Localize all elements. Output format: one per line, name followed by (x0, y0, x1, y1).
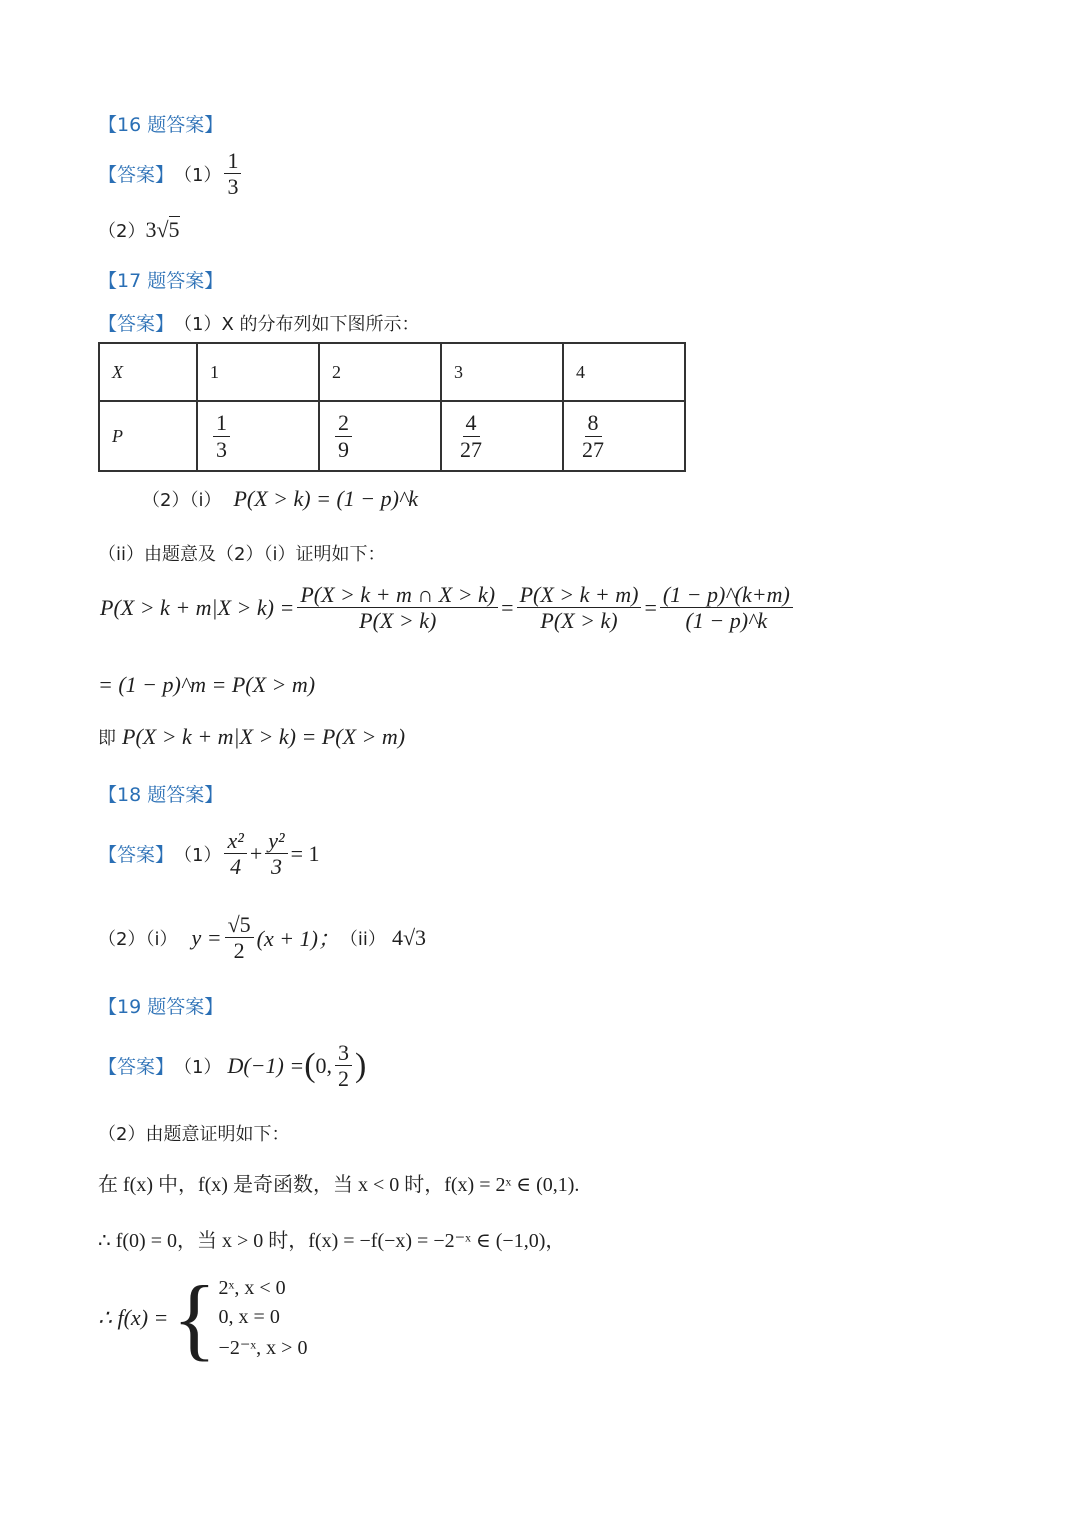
denominator: 27 (582, 436, 604, 462)
part1-text: （1）X 的分布列如下图所示： (174, 313, 420, 335)
fraction (224, 148, 241, 200)
q19-line-1: 在 f(x) 中，f(x) 是奇函数，当 x < 0 时，f(x) = 2ˣ ∈ (0,1). (98, 1174, 580, 1196)
piecewise-lhs: ∴ f(x) = (98, 1305, 169, 1330)
q18-part2 (98, 912, 426, 964)
answer-label: 【答案】 (98, 313, 175, 335)
formula: P(X > k + m|X > k) = P(X > m) (122, 724, 406, 749)
q18-heading: 【18 题答案】 (98, 784, 224, 806)
case-2: 0, x = 0 (218, 1305, 280, 1328)
numerator: 4 (463, 410, 480, 436)
part-label: （2） (98, 220, 146, 242)
table-cell (441, 401, 563, 471)
q17-equation-2: = (1 − p)^m = P(X > m) (98, 672, 316, 697)
case-1: 2ˣ, x < 0 (218, 1276, 286, 1299)
q17-part1 (98, 309, 420, 336)
table-cell (319, 401, 441, 471)
fraction (517, 582, 642, 634)
table-cell (563, 401, 685, 471)
fraction (335, 1040, 352, 1092)
plus: + (249, 840, 263, 866)
distribution-table (98, 342, 686, 472)
equation-lhs: D(−1) = (227, 1052, 305, 1078)
table-cell: 3 (441, 343, 563, 401)
part-label: （2）（i） (98, 928, 178, 950)
q16-part2 (98, 216, 180, 243)
line-tail: (x + 1)； (256, 926, 340, 952)
conclusion-prefix: 即 (98, 728, 116, 749)
denominator: P(X > k) (359, 608, 437, 634)
equation-rhs: = 1 (290, 840, 320, 866)
q19-part2: （2）由题意证明如下： (98, 1124, 290, 1145)
formula: P(X > k) = (1 − p)^k (233, 486, 418, 511)
left-brace-icon: { (172, 1267, 217, 1369)
equals: = (501, 594, 514, 620)
table-row (99, 401, 685, 471)
denominator: 2 (338, 1066, 350, 1092)
q17-heading: 【17 题答案】 (98, 270, 224, 292)
part-label: （2）（i） (142, 490, 222, 511)
equals: = (644, 594, 657, 620)
part-label: （1） (174, 164, 222, 186)
answer-label: 【答案】 (98, 844, 175, 867)
table-cell: P (99, 401, 197, 471)
q17-part2i (142, 486, 418, 512)
q18-part1 (98, 828, 320, 880)
numerator: 8 (585, 410, 602, 436)
part-label: （1） (174, 844, 222, 866)
fraction (224, 828, 246, 880)
numerator: √5 (225, 912, 254, 938)
equation-lhs: P(X > k + m|X > k) = (100, 594, 295, 620)
denominator: 2 (233, 938, 245, 964)
q16-part1 (98, 148, 244, 200)
radicand: 5 (168, 217, 180, 242)
numerator: (1 − p)^(k+m) (660, 582, 793, 608)
fraction (457, 410, 485, 462)
denominator: 3 (227, 174, 239, 200)
fraction (297, 582, 498, 634)
answer-label: 【答案】 (98, 1056, 175, 1079)
coefficient: 3 (145, 216, 157, 242)
fraction (265, 828, 287, 880)
right-paren-icon: ) (355, 1046, 367, 1084)
line-lhs: y = (191, 924, 222, 950)
numerator: y² (265, 828, 287, 854)
q19-heading: 【19 题答案】 (98, 996, 224, 1018)
numerator: 1 (224, 148, 241, 174)
table-cell: 1 (197, 343, 319, 401)
value: 4√3 (391, 924, 427, 950)
q17-equation-1 (100, 582, 796, 634)
case-3: −2⁻ˣ, x > 0 (218, 1336, 308, 1359)
q17-part2ii: （ii）由题意及（2）（i）证明如下： (98, 544, 386, 565)
denominator: 27 (460, 436, 482, 462)
denominator: 3 (270, 854, 282, 880)
table-cell: 2 (319, 343, 441, 401)
table-cell (197, 401, 319, 471)
table-cell: 4 (563, 343, 685, 401)
denominator: (1 − p)^k (685, 608, 768, 634)
fraction (213, 410, 230, 462)
numerator: x² (224, 828, 246, 854)
q19-line-2: ∴ f(0) = 0，当 x > 0 时，f(x) = −f(−x) = −2⁻ˣ ∈ (−1,0)， (98, 1230, 566, 1252)
numerator: 2 (335, 410, 352, 436)
part-label: （ii） (339, 928, 386, 950)
fraction (225, 912, 254, 964)
part-label: （1） (174, 1056, 222, 1078)
left-paren-icon: ( (304, 1046, 316, 1084)
table-row (99, 343, 685, 401)
q17-conclusion (98, 724, 405, 750)
denominator: 4 (230, 854, 242, 880)
numerator: P(X > k + m) (517, 582, 642, 608)
denominator: 3 (216, 436, 227, 462)
denominator: P(X > k) (540, 608, 618, 634)
q16-heading: 【16 题答案】 (98, 114, 224, 136)
table-cell: X (99, 343, 197, 401)
piecewise-cases (219, 1277, 308, 1360)
sqrt-icon: √ (156, 216, 169, 242)
numerator: 1 (213, 410, 230, 436)
numerator: 3 (335, 1040, 352, 1066)
numerator: P(X > k + m ∩ X > k) (297, 582, 498, 608)
denominator: 9 (338, 436, 349, 462)
q19-piecewise (98, 1267, 308, 1369)
coordinate-x: 0, (315, 1052, 333, 1078)
answer-label: 【答案】 (98, 164, 175, 187)
fraction (660, 582, 793, 634)
q19-part1 (98, 1040, 366, 1092)
fraction (335, 410, 352, 462)
fraction (579, 410, 607, 462)
